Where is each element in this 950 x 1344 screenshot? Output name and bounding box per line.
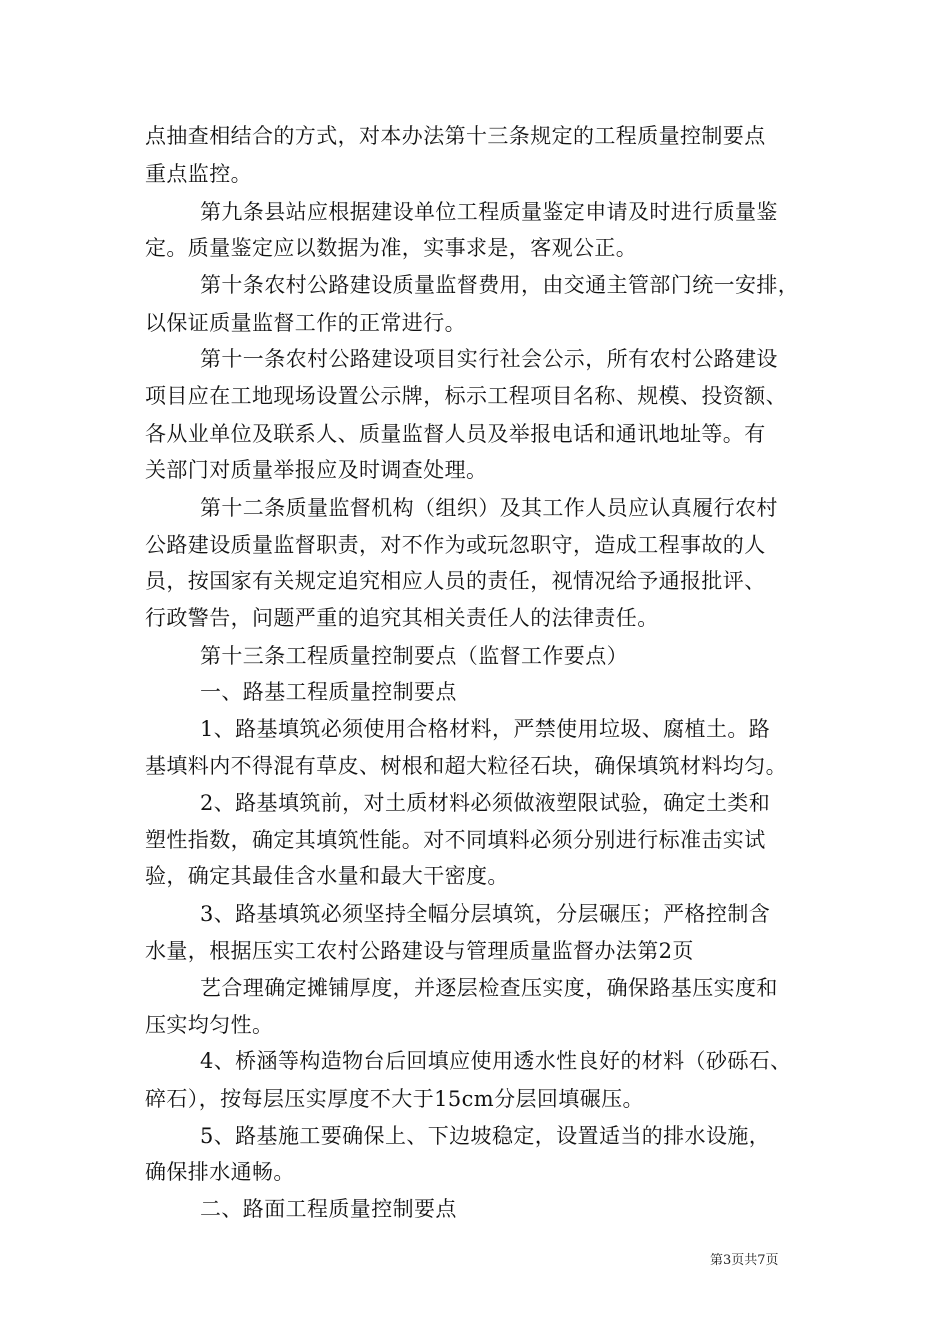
text-line: 项目应在工地现场设置公示牌，标示工程项目名称、规模、投资额、 [145,384,787,408]
text-line: 基填料内不得混有草皮、树根和超大粒径石块，确保填筑材料均匀。 [145,754,787,778]
text-line: 5、路基施工要确保上、下边坡稳定，设置适当的排水设施， [200,1124,771,1148]
text-line: 碎石），按每层压实厚度不大于15cm分层回填碾压。 [145,1087,644,1111]
text-line: 确保排水通畅。 [145,1160,295,1184]
text-line: 2、路基填筑前，对土质材料必须做液塑限试验，确定土类和 [200,791,771,815]
section-heading: 一、路基工程质量控制要点 [200,680,457,704]
text-line: 3、路基填筑必须坚持全幅分层填筑，分层碾压；严格控制含 [200,902,771,926]
text-line: 以保证质量监督工作的正常进行。 [145,311,466,335]
text-line: 第九条县站应根据建设单位工程质量鉴定申请及时进行质量鉴 [200,200,778,224]
text-line: 关部门对质量举报应及时调查处理。 [145,458,488,482]
text-line: 1、路基填筑必须使用合格材料，严禁使用垃圾、腐植土。路 [200,717,771,741]
text-line: 各从业单位及联系人、质量监督人员及举报电话和通讯地址等。有 [145,422,766,446]
text-line: 第十一条农村公路建设项目实行社会公示，所有农村公路建设 [200,347,778,371]
text-line: 艺合理确定摊铺厚度，并逐层检查压实度，确保路基压实度和 [200,976,778,1000]
text-line: 点抽查相结合的方式，对本办法第十三条规定的工程质量控制要点 [145,124,766,148]
text-line: 压实均匀性。 [145,1013,274,1037]
text-line: 第十条农村公路建设质量监督费用，由交通主管部门统一安排， [200,273,800,297]
text-line: 重点监控。 [145,162,252,186]
section-heading: 第十三条工程质量控制要点（监督工作要点） [200,644,628,668]
text-line: 行政警告，问题严重的追究其相关责任人的法律责任。 [145,606,659,630]
page-number-footer: 第3页共7页 [710,1253,779,1268]
text-line: 公路建设质量监督职责，对不作为或玩忽职守，造成工程事故的人 [145,533,766,557]
text-line: 塑性指数，确定其填筑性能。对不同填料必须分别进行标准击实试 [145,828,766,852]
text-line: 验，确定其最佳含水量和最大干密度。 [145,864,509,888]
text-line: 4、桥涵等构造物台后回填应使用透水性良好的材料（砂砾石、 [200,1049,792,1073]
text-line: 定。质量鉴定应以数据为准，实事求是，客观公正。 [145,236,638,260]
text-line: 水量，根据压实工农村公路建设与管理质量监督办法第2页 [145,939,694,963]
text-line: 员，按国家有关规定追究相应人员的责任，视情况给予通报批评、 [145,569,766,593]
text-line: 第十二条质量监督机构（组织）及其工作人员应认真履行农村 [200,496,778,520]
section-heading: 二、路面工程质量控制要点 [200,1197,457,1221]
